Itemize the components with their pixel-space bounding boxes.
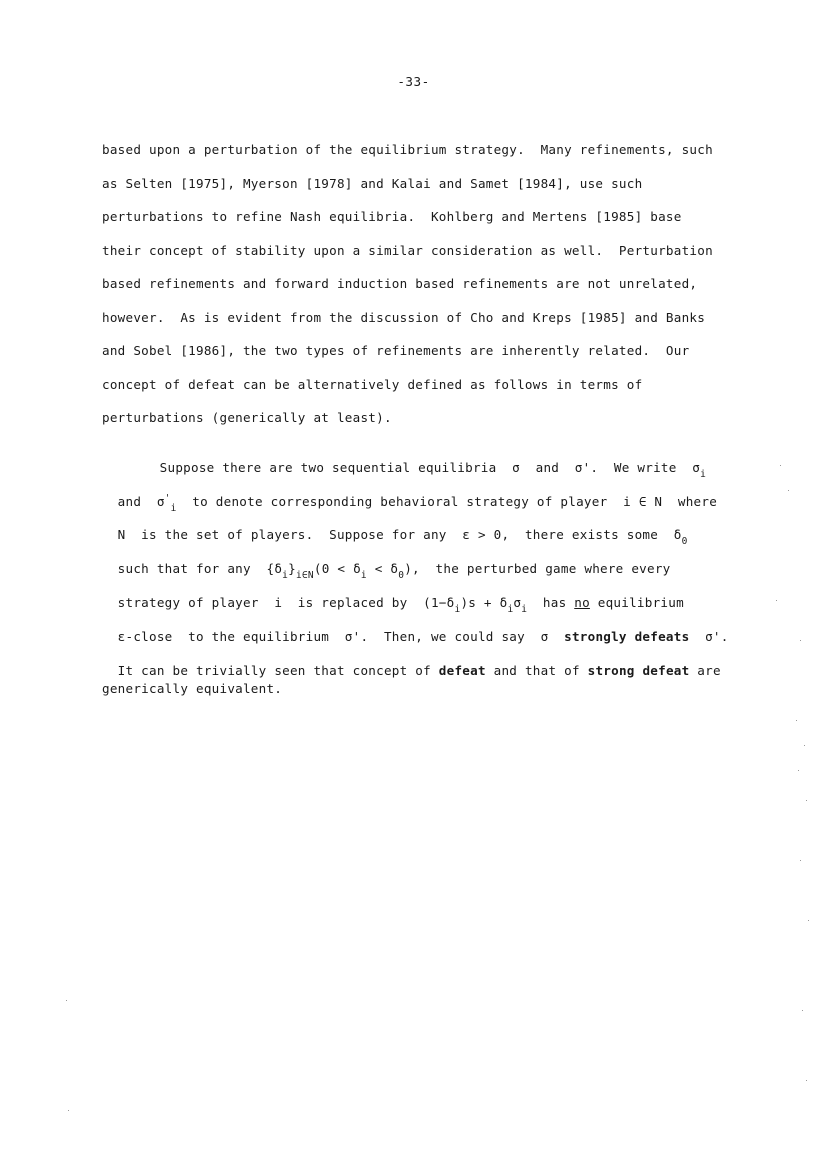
text-line <box>102 512 688 547</box>
scan-speck <box>798 770 799 771</box>
text-span: equilibrium <box>589 595 684 610</box>
underlined-word: no <box>574 595 590 610</box>
subscript: i <box>521 604 528 615</box>
scan-speck <box>800 860 801 861</box>
text-line: their concept of stability upon a similar consideration as well. Perturbation <box>102 243 713 258</box>
text-line: perturbations to refine Nash equilibria. Kohlberg and Mertens [1985] base <box>102 209 682 224</box>
text-span: (0 < δ <box>313 561 361 576</box>
text-span: to denote corresponding behavioral strategy of player i ∈ N where <box>176 494 718 509</box>
scan-speck <box>796 720 797 721</box>
text-line: based refinements and forward induction based refinements are not unrelated, <box>102 276 698 291</box>
subscript: i∈N <box>295 570 314 581</box>
text-span: ε-close to the equilibrium σ'. Then, we could say σ <box>117 629 565 644</box>
subscript: i <box>170 503 177 514</box>
text-span: and that of <box>485 663 588 678</box>
text-line: generically equivalent. <box>102 681 283 696</box>
superscript: ' <box>164 493 171 504</box>
subscript: i <box>507 604 514 615</box>
scan-speck <box>802 1010 803 1011</box>
text-line <box>102 546 671 581</box>
text-span: Suppose there are two sequential equilibria σ and σ'. We write σ <box>159 460 701 475</box>
bold-term: strong defeat <box>587 663 690 678</box>
scan-speck <box>780 465 781 466</box>
text-span: < δ <box>366 561 399 576</box>
scan-speck <box>800 640 801 641</box>
text-line <box>102 614 729 644</box>
text-span: N is the set of players. Suppose for any ε > 0, there exists some δ <box>117 527 682 542</box>
text-span: )s + δ <box>460 595 508 610</box>
subscript: 0 <box>398 570 405 581</box>
text-line: concept of defeat can be alternatively defined as follows in terms of <box>102 377 643 392</box>
bold-term: strongly defeats <box>564 629 690 644</box>
scan-speck <box>806 800 807 801</box>
subscript: i <box>700 469 707 480</box>
text-line: and Sobel [1986], the two types of refinements are inherently related. Our <box>102 343 690 358</box>
text-line <box>102 478 717 514</box>
text-span: are <box>689 663 721 678</box>
text-line <box>102 648 721 678</box>
text-span: has <box>527 595 575 610</box>
scan-speck <box>808 920 809 921</box>
scan-speck <box>68 1110 69 1111</box>
text-span: σ'. <box>689 629 729 644</box>
scan-speck <box>776 600 777 601</box>
text-span: ), the perturbed game where every <box>404 561 671 576</box>
scan-speck <box>804 745 805 746</box>
scan-speck <box>806 1080 807 1081</box>
text-span: } <box>288 561 296 576</box>
subscript: i <box>360 570 367 581</box>
scan-speck <box>788 490 789 491</box>
text-span: strategy of player i is replaced by (1−δ <box>117 595 455 610</box>
text-line: however. As is evident from the discussion of Cho and Kreps [1985] and Banks <box>102 310 706 325</box>
text-line <box>102 580 684 615</box>
text-span: σ <box>513 595 522 610</box>
bold-term: defeat <box>438 663 486 678</box>
text-span: It can be trivially seen that concept of <box>117 663 439 678</box>
text-line: based upon a perturbation of the equilibrium strategy. Many refinements, such <box>102 142 713 157</box>
subscript: i <box>454 604 461 615</box>
scan-speck <box>66 1000 67 1001</box>
subscript: i <box>282 570 289 581</box>
text-line: as Selten [1975], Myerson [1978] and Kalai and Samet [1984], use such <box>102 176 643 191</box>
text-span: such that for any {δ <box>117 561 283 576</box>
page-number: -33- <box>397 74 430 89</box>
text-line: perturbations (generically at least). <box>102 410 392 425</box>
text-line <box>144 445 706 480</box>
subscript: 0 <box>681 536 688 547</box>
text-span: and σ <box>117 494 165 509</box>
